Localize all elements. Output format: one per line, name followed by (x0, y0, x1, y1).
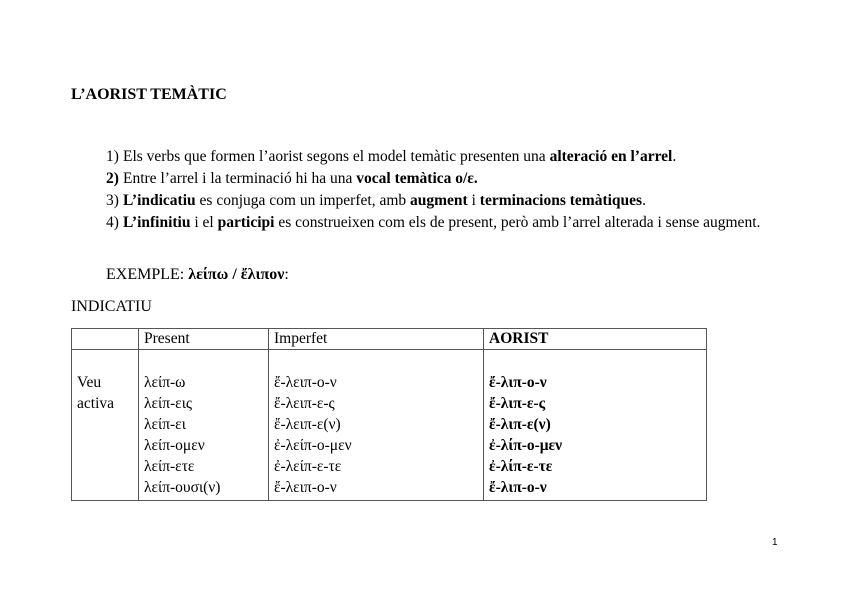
rule-text: es conjuga com un imperfet, amb (195, 192, 411, 209)
imperfet-form: ἔ-λειπ-ο-ν (274, 479, 337, 496)
rule-emphasis: alteració en l’arrel (549, 148, 673, 165)
imperfet-form: ἐ-λείπ-ε-τε (274, 458, 342, 475)
rule-emphasis: participi (217, 214, 275, 231)
rule-text: i (467, 192, 480, 209)
rule-item (106, 190, 786, 212)
rule-item (106, 212, 786, 234)
header-imperfet: Imperfet (269, 329, 484, 350)
rule-item (106, 168, 786, 190)
aorist-form: ἐ-λίπ-ο-μεν (489, 437, 563, 454)
imperfet-form: ἐ-λείπ-ο-μεν (274, 437, 352, 454)
aorist-form: ἔ-λιπ-ο-ν (489, 374, 547, 391)
aorist-form: ἔ-λιπ-ε-ς (489, 395, 546, 412)
header-present: Present (139, 329, 269, 350)
rule-number: 4) (106, 214, 119, 231)
rule-emphasis: vocal temàtica o/ε. (356, 170, 478, 187)
page-number: 1 (772, 537, 778, 548)
present-column (139, 350, 269, 501)
rule-item (106, 146, 786, 168)
rule-emphasis: L’infinitiu (123, 214, 191, 231)
rule-text: . (672, 148, 677, 165)
header-empty (72, 329, 139, 350)
table-row (72, 350, 707, 501)
aorist-form: ἔ-λιπ-ο-ν (489, 479, 547, 496)
imperfet-column (269, 350, 484, 501)
aorist-form: ἐ-λίπ-ε-τε (489, 458, 553, 475)
present-form: λείπ-ομεν (144, 437, 205, 454)
rule-text: es construeixen com els de present, però amb l’arrel alterada i sense augment. (274, 214, 761, 231)
present-form: λείπ-ετε (144, 458, 195, 475)
rule-emphasis: L’indicatiu (123, 192, 196, 209)
rule-number: 2) (106, 170, 119, 187)
page-title: L’AORIST TEMÀTIC (71, 86, 227, 103)
rule-text: Els verbs que formen l’aorist segons el model temàtic presenten una (123, 148, 550, 165)
example-label: EXEMPLE: (106, 266, 189, 283)
rule-emphasis: terminacions temàtiques (479, 192, 643, 209)
present-form: λείπ-ω (144, 374, 186, 391)
section-heading: INDICATIU (71, 298, 152, 315)
example-line (106, 266, 289, 284)
rule-text: . (642, 192, 646, 209)
rule-number: 3) (106, 192, 119, 209)
rules-list (106, 146, 786, 234)
voice-label: Veu activa (77, 374, 115, 412)
table-header-row (72, 329, 707, 350)
aorist-form: ἔ-λιπ-ε(ν) (489, 416, 551, 433)
imperfet-form: ἔ-λειπ-ε-ς (274, 395, 335, 412)
present-form: λείπ-ει (144, 416, 186, 433)
imperfet-form: ἔ-λειπ-ε(ν) (274, 416, 341, 433)
rule-text: Entre l’arrel i la terminació hi ha una (123, 170, 357, 187)
rule-number: 1) (106, 148, 119, 165)
rule-emphasis: augment (410, 192, 468, 209)
conjugation-table (71, 328, 707, 501)
present-form: λείπ-εις (144, 395, 192, 412)
example-verb: λείπω / ἔλιπον (188, 266, 285, 283)
example-suffix: : (284, 266, 289, 283)
row-label-voice (72, 350, 139, 501)
header-aorist: AORIST (484, 329, 707, 350)
aorist-column (484, 350, 707, 501)
present-form: λείπ-ουσι(ν) (144, 479, 221, 496)
rule-text: i el (190, 214, 218, 231)
imperfet-form: ἔ-λειπ-ο-ν (274, 374, 337, 391)
